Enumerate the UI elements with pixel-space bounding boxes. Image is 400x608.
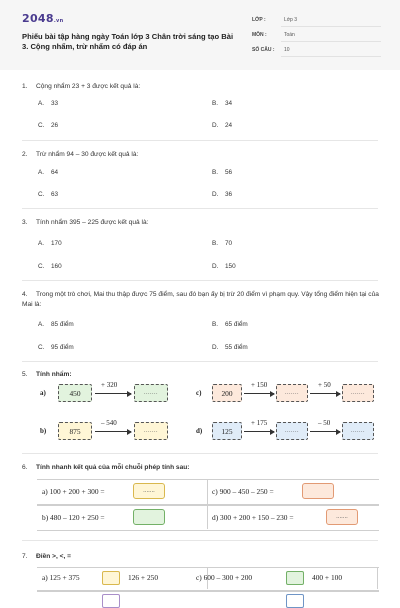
question-title: Điền >, <, = (36, 553, 72, 560)
operation-label: + 150 (251, 381, 268, 389)
answer-box[interactable] (276, 384, 308, 402)
option-value: 160 (51, 263, 62, 270)
option-value: 70 (225, 240, 233, 247)
option-key: D. (212, 122, 219, 129)
answer-box[interactable] (134, 422, 168, 440)
question-number: 7. (22, 553, 28, 560)
question-number: 1. (22, 83, 28, 90)
option-key: D. (212, 344, 219, 351)
start-number-box: 875 (58, 422, 92, 440)
option-c[interactable] (38, 263, 62, 270)
option-key: B. (212, 240, 219, 247)
class-label: LỚP : (252, 17, 266, 23)
divider (22, 140, 378, 141)
option-a[interactable] (38, 169, 58, 176)
option-value: 95 điểm (51, 344, 74, 351)
part-label: d) (196, 427, 203, 435)
compare-right: 400 + 100 (312, 573, 343, 582)
question-2 (22, 150, 372, 160)
option-key: D. (212, 191, 219, 198)
answer-box[interactable] (134, 384, 168, 402)
option-value: 170 (51, 240, 62, 247)
start-number-box: 125 (212, 422, 242, 440)
option-value: 150 (225, 263, 236, 270)
question-7 (22, 552, 71, 562)
option-value: 63 (51, 191, 59, 198)
question-number: 2. (22, 151, 28, 158)
answer-placeholder: ....... (336, 514, 348, 520)
count-label: SỐ CÂU : (252, 47, 275, 53)
question-text: Trong một trò chơi, Mai thu thập được 75 điểm, sau đó bạn ấy bị trừ 20 điểm vì phạm quy. Vậy tổng điểm hiện tại của Mai là: (22, 291, 379, 308)
option-value: 55 điểm (225, 344, 248, 351)
option-value: 65 điểm (225, 321, 248, 328)
option-value: 34 (225, 100, 233, 107)
option-b[interactable] (212, 100, 232, 107)
arrow-icon (310, 393, 340, 394)
operation-label: + 175 (251, 419, 268, 427)
option-b[interactable] (212, 321, 248, 328)
option-key: C. (38, 191, 45, 198)
option-a[interactable] (38, 100, 58, 107)
compare-left: a) 125 + 375 (42, 573, 80, 582)
question-number: 4. (22, 291, 28, 298)
divider (281, 41, 381, 42)
option-value: 64 (51, 169, 59, 176)
option-key: A. (38, 100, 45, 107)
option-value: 85 điểm (51, 321, 74, 328)
question-1 (22, 82, 372, 92)
start-number-box: 450 (58, 384, 92, 402)
option-key: B. (212, 169, 219, 176)
option-value: 36 (225, 191, 233, 198)
question-title: Tính nhẩm: (36, 371, 72, 378)
question-text: Cộng nhẩm 23 + 3 được kết quả là: (36, 83, 141, 90)
expression-text: c) 900 – 450 – 250 = (212, 487, 274, 496)
expression-text: b) 480 – 120 + 250 = (42, 513, 105, 522)
compare-box[interactable] (286, 571, 304, 585)
answer-box[interactable] (302, 483, 334, 499)
option-key: A. (38, 321, 45, 328)
compare-left: c) 600 – 300 + 200 (196, 573, 253, 582)
option-a[interactable] (38, 321, 74, 328)
answer-box[interactable] (326, 509, 358, 525)
answer-box[interactable] (276, 422, 308, 440)
table-row (37, 591, 379, 604)
operation-label: – 540 (101, 419, 117, 427)
compare-right: 126 + 250 (128, 573, 159, 582)
arrow-icon (310, 431, 340, 432)
question-6 (22, 463, 190, 473)
question-4 (22, 290, 380, 310)
count-value: 10 (284, 47, 290, 53)
question-text: Tính nhẩm 395 – 225 được kết quả là: (36, 219, 149, 226)
divider (22, 208, 378, 209)
option-key: D. (212, 263, 219, 270)
option-c[interactable] (38, 122, 58, 129)
question-title: Tính nhanh kết quả của mỗi chuỗi phép tính sau: (36, 464, 190, 471)
divider (22, 280, 378, 281)
option-value: 56 (225, 169, 233, 176)
class-value: Lớp 3 (284, 17, 298, 23)
answer-placeholder: ....... (143, 488, 155, 494)
option-b[interactable] (212, 169, 232, 176)
subject-label: MÔN : (252, 32, 267, 38)
start-number-box: 200 (212, 384, 242, 402)
option-d[interactable] (212, 191, 232, 198)
compare-box[interactable] (102, 594, 120, 608)
operation-label: – 50 (318, 419, 331, 427)
option-key: C. (38, 263, 45, 270)
answer-box[interactable] (133, 483, 165, 499)
divider (22, 361, 378, 362)
answer-placeholder: ....... (144, 390, 158, 396)
question-number: 3. (22, 219, 28, 226)
answer-placeholder: ....... (285, 428, 299, 434)
option-d[interactable] (212, 344, 248, 351)
answer-placeholder: ....... (285, 390, 299, 396)
option-key: C. (38, 122, 45, 129)
answer-box[interactable] (133, 509, 165, 525)
operation-label: + 50 (318, 381, 331, 389)
option-a[interactable] (38, 240, 62, 247)
question-3 (22, 218, 372, 228)
option-c[interactable] (38, 344, 74, 351)
compare-box[interactable] (286, 594, 304, 608)
part-label: b) (40, 427, 47, 435)
option-d[interactable] (212, 263, 236, 270)
arrow-icon (95, 431, 131, 432)
divider (207, 479, 208, 529)
compare-box[interactable] (102, 571, 120, 585)
divider (281, 26, 381, 27)
answer-placeholder: ....... (351, 428, 365, 434)
arrow-icon (244, 393, 274, 394)
divider (22, 540, 378, 541)
question-number: 6. (22, 464, 28, 471)
subject-value: Toán (284, 32, 295, 38)
option-key: A. (38, 240, 45, 247)
logo-text: 2048 (22, 12, 54, 25)
arrow-icon (95, 393, 131, 394)
divider (22, 453, 378, 454)
option-key: A. (38, 169, 45, 176)
operation-label: + 320 (101, 381, 118, 389)
part-label: c) (196, 389, 202, 397)
logo-suffix: .vn (53, 18, 64, 24)
answer-box[interactable] (342, 422, 374, 440)
header (0, 0, 400, 70)
option-value: 24 (225, 122, 233, 129)
divider (377, 567, 378, 589)
question-text: Trừ nhẩm 94 – 30 được kết quả là: (36, 151, 139, 158)
site-logo[interactable] (22, 12, 63, 25)
expression-text: d) 300 + 200 + 150 – 230 = (212, 513, 294, 522)
option-value: 26 (51, 122, 59, 129)
option-d[interactable] (212, 122, 232, 129)
arrow-icon (244, 431, 274, 432)
question-number: 5. (22, 371, 28, 378)
option-key: B. (212, 321, 219, 328)
answer-placeholder: ....... (144, 428, 158, 434)
option-key: C. (38, 344, 45, 351)
question-5 (22, 370, 72, 380)
expression-text: a) 100 + 200 + 300 = (42, 487, 105, 496)
option-c[interactable] (38, 191, 58, 198)
divider (281, 56, 381, 57)
answer-placeholder: ....... (351, 390, 365, 396)
worksheet-title: Phiếu bài tập hàng ngày Toán lớp 3 Chân trời sáng tạo Bài 3. Cộng nhẩm, trừ nhẩm có đáp án (22, 32, 234, 51)
option-key: B. (212, 100, 219, 107)
answer-box[interactable] (342, 384, 374, 402)
part-label: a) (40, 389, 46, 397)
option-b[interactable] (212, 240, 232, 247)
option-value: 33 (51, 100, 59, 107)
